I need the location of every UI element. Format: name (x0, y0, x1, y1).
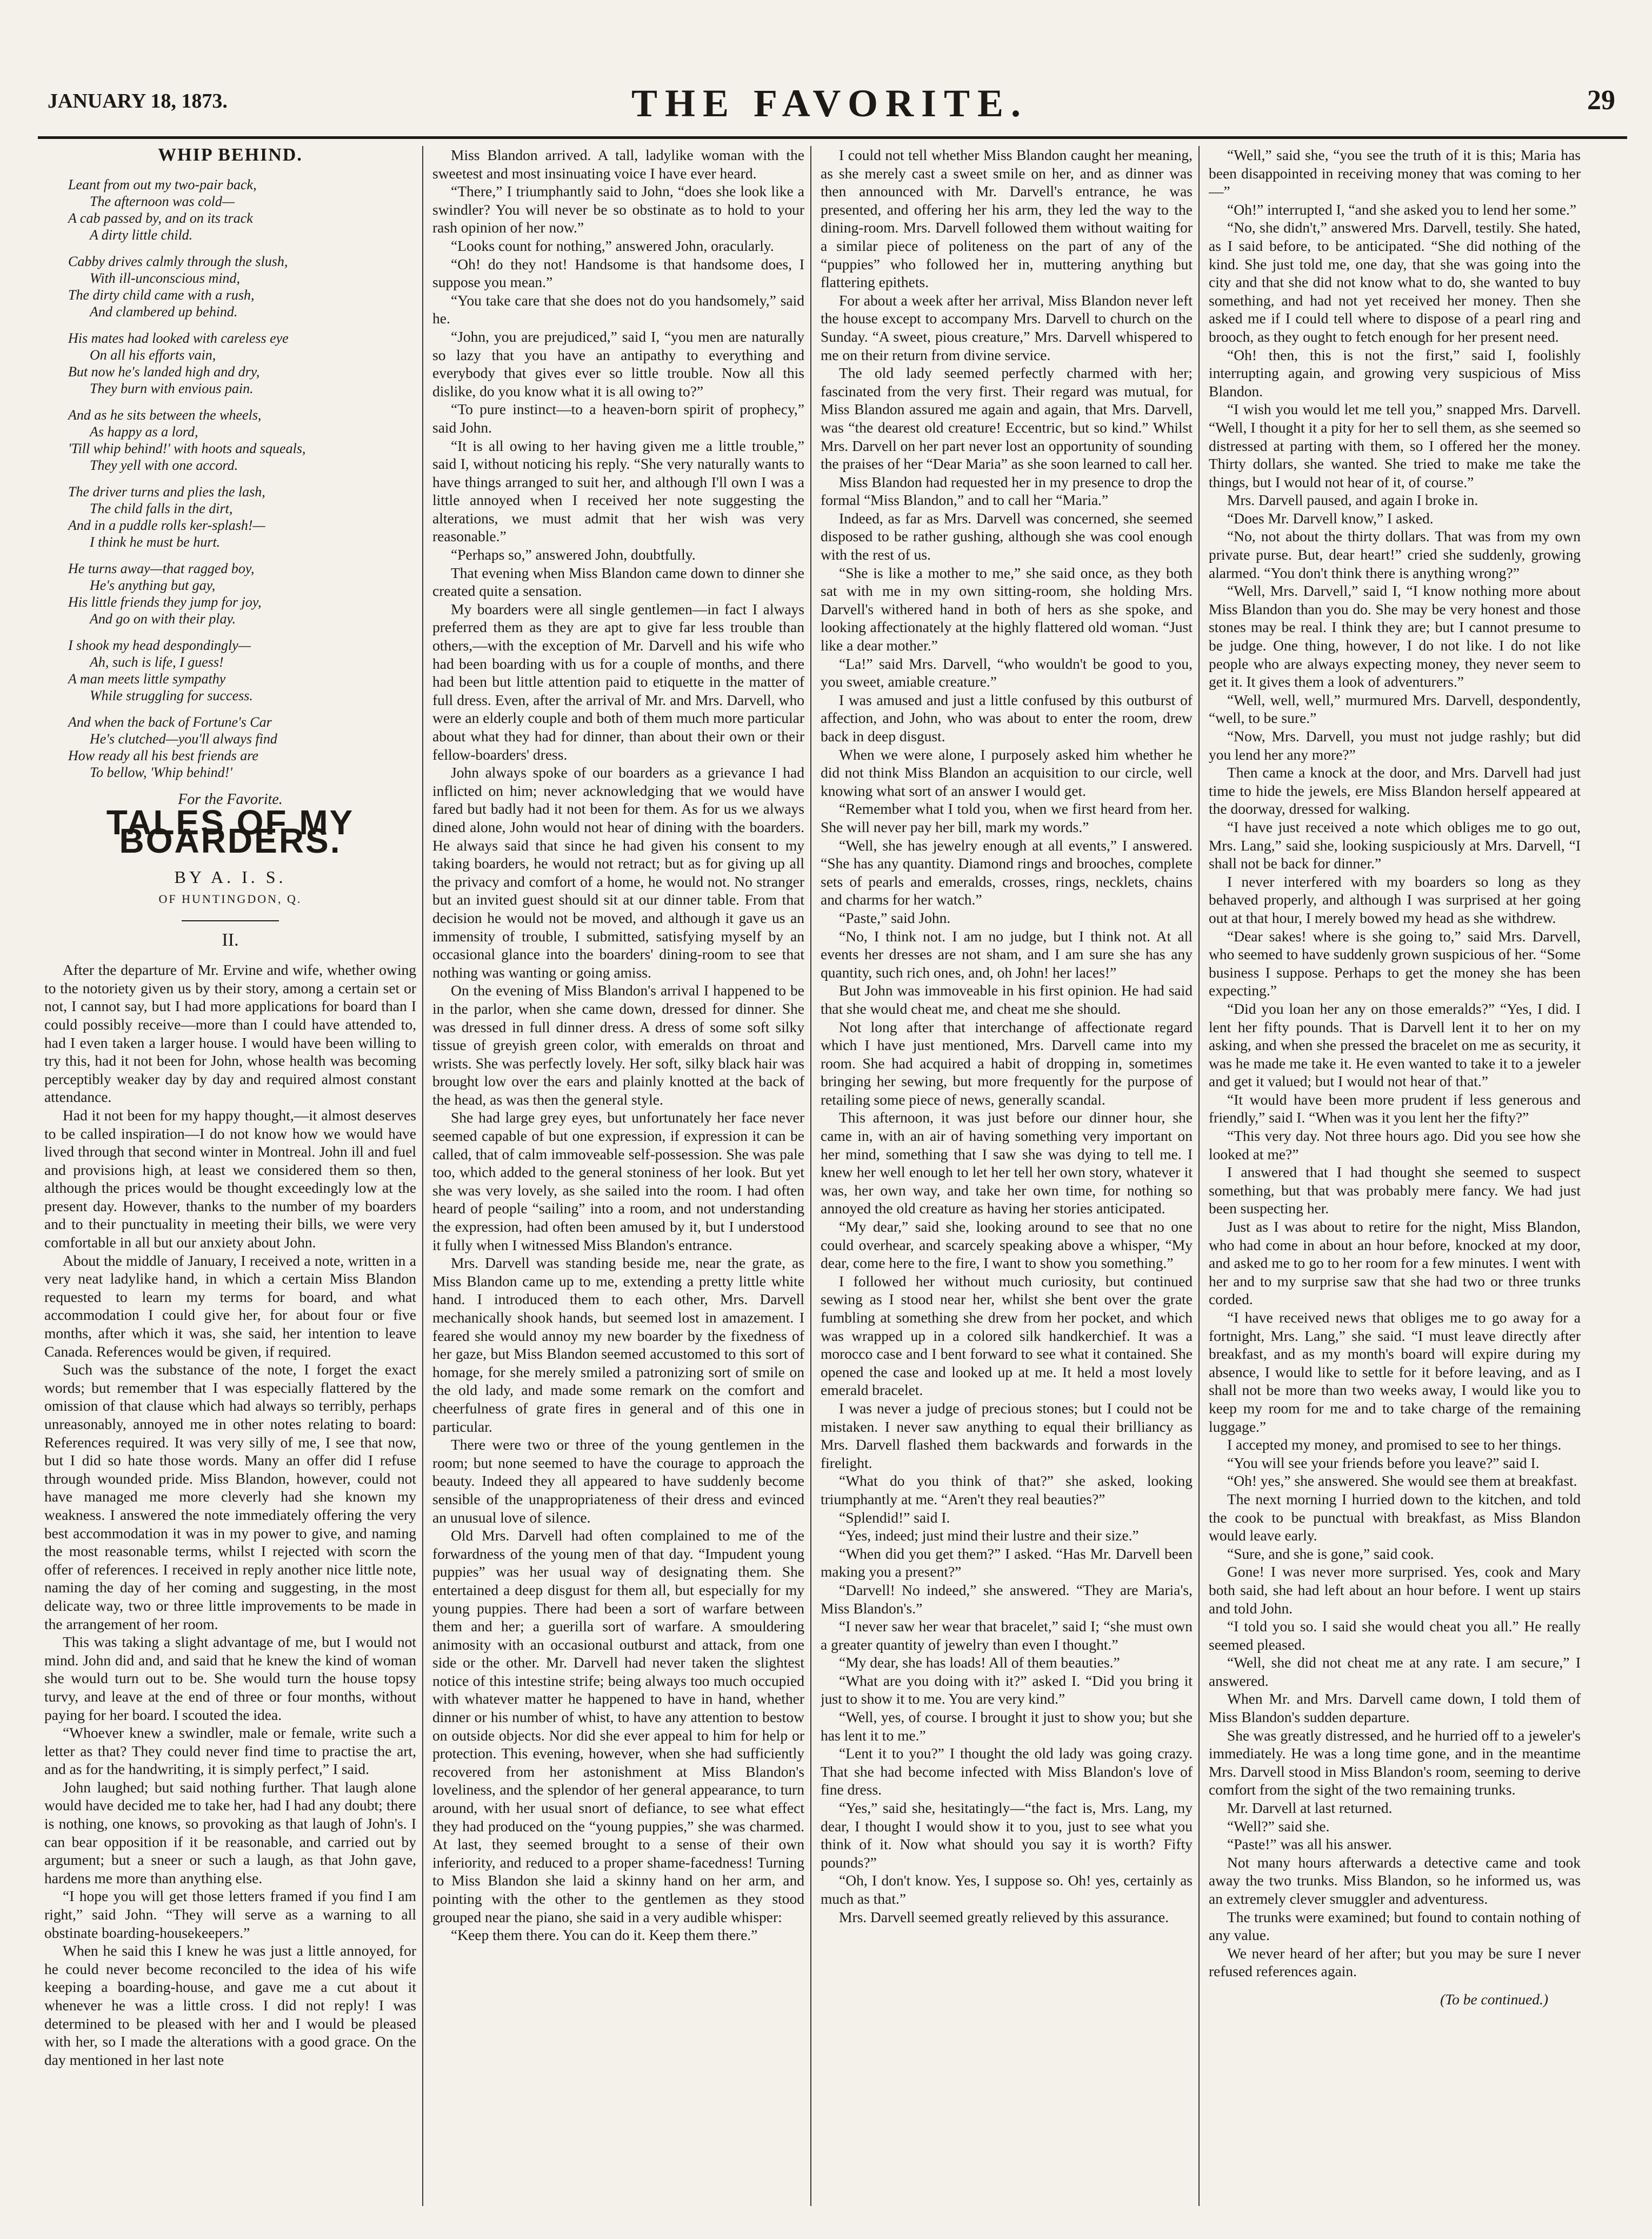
continued-note: (To be continued.) (1440, 1990, 1548, 2008)
story-paragraph: “Well?” said she. (1227, 1817, 1330, 1835)
story-paragraph: When we were alone, I purposely asked him whether he did not think Miss Blandon an acquisition to our circle, well knowing what sort of an answer I would get. (821, 746, 1193, 799)
story-paragraph: The old lady seemed perfectly charmed with her; fascinated from the very first. Their regard was mutual, for Miss Blandon assured me again and again, that Mrs. Darvell, was “the dearest old creature! Eccentric, but so kind.” Whilst Mrs. Darvell on her part never lost an opportunity of sounding the praises of her “Dear Maria” as she soon learned to call her. (821, 364, 1193, 473)
story-paragraph: Miss Blandon arrived. A tall, ladylike woman with the sweetest and most insinuating voice I have ever heard. (432, 147, 804, 182)
poem-stanza (68, 714, 416, 781)
story-paragraph: I answered that I had thought she seemed to suspect something, but that was probably mere fancy. We had just been suspecting her. (1209, 1164, 1581, 1217)
story-paragraph: That evening when Miss Blandon came down to dinner she created quite a sensation. (432, 564, 804, 600)
story-paragraph: This was taking a slight advantage of me, but I would not mind. John did and, and said that he knew the kind of woman she would turn out to be. She would turn the house topsy turvy, and leave at the end of three or four months, without paying for her board. I scouted the idea. (44, 1633, 416, 1723)
story-paragraph: “John, you are prejudiced,” said I, “you men are naturally so lazy that you have an antipathy to everything and everybody that gives ever so little trouble. Now all this dislike, do you know what it is all owing to?” (432, 328, 804, 400)
story-paragraph: I never interfered with my boarders so long as they behaved properly, and although I was surprised at her going out at that hour, I merely bowed my head as she withdrew. (1209, 873, 1581, 926)
poem-line: As happy as a lord, (90, 423, 198, 440)
story-paragraph: This afternoon, it was just before our dinner hour, she came in, with an air of having something very important on her mind, something that I saw she was dying to tell me. I knew her well enough to let her tell her own story, whatever it was, her own way, and take her own time, for nothing so annoyed the old creature as having her stories anticipated. (821, 1109, 1193, 1217)
story-paragraph: “Oh! do they not! Handsome is that handsome does, I suppose you mean.” (432, 255, 804, 291)
story-paragraph: I followed her without much curiosity, but continued sewing as I stood near her, whilst she bent over the grate fumbling at something she drew from her pocket, and which was wrapped up in a colored silk handkerchief. It was a morocco case and I bent forward to see what it contained. She opened the case and looked up at me. It held a most lovely emerald bracelet. (821, 1272, 1193, 1399)
story-paragraph: “Sure, and she is gone,” said cook. (1227, 1545, 1434, 1562)
poem-line: And clambered up behind. (90, 303, 238, 320)
story-paragraph: Not long after that interchange of affectionate regard which I have just mentioned, Mrs. Darvell came into my room. She had acquired a habit of dropping in, sometimes bringing her sewing, but more frequently for the purpose of retailing some piece of news, generally scandal. (821, 1018, 1193, 1108)
story-paragraph: But John was immoveable in his first opinion. He had said that she would cheat me, and cheat me she should. (821, 982, 1193, 1017)
story-paragraph: Just as I was about to retire for the night, Miss Blandon, who had come in about an hour before, knocked at my door, and asked me to go to her room for a few minutes. I went with her and to my surprise saw that she had two or three trunks corded. (1209, 1218, 1581, 1308)
story-paragraph: “Paste,” said John. (839, 909, 951, 926)
story-paragraph: For about a week after her arrival, Miss Blandon never left the house except to accompany Mrs. Darvell to church on the Sunday. “A sweet, pious creature,” Mrs. Darvell whispered to me on their return from divine service. (821, 291, 1193, 363)
poem-stanza (68, 483, 416, 550)
poem-line: A man meets little sympathy (68, 670, 226, 687)
story-paragraph: “Perhaps so,” answered John, doubtfully. (451, 546, 696, 563)
poem-line: The driver turns and plies the lash, (68, 483, 265, 500)
story-paragraph: “It would have been more prudent if less generous and friendly,” said I. “When was it you lent her the fifty?” (1209, 1091, 1581, 1126)
poem-stanza (68, 407, 416, 474)
story-paragraph: John laughed; but said nothing further. That laugh alone would have decided me to take her, had I had any doubt; there is nothing, one knows, so provoking as that laugh of John's. I can bear opposition if it be reasonable, and carried out by argument; but a sneer or such a laugh, as that John gave, hardens me more than anything else. (44, 1778, 416, 1886)
story-paragraph: “Well,” said she, “you see the truth of it is this; Maria has been disappointed in receiving money that was coming to her—” (1209, 147, 1581, 200)
column-divider (1198, 146, 1200, 2206)
poem-line: And go on with their play. (90, 610, 236, 627)
story-paragraph: “What do you think of that?” she asked, looking triumphantly at me. “Aren't they real beauties?” (821, 1472, 1193, 1507)
story-paragraph: We never heard of her after; but you may be sure I never refused references again. (1209, 1944, 1581, 1980)
poem-title: WHIP BEHIND. (158, 146, 303, 165)
story-paragraph: “Oh!” interrupted I, “and she asked you to lend her some.” (1227, 201, 1577, 218)
issue-date: JANUARY 18, 1873. (48, 90, 228, 112)
column-divider (422, 146, 423, 2206)
story-paragraph: Mr. Darvell at last returned. (1227, 1799, 1393, 1817)
poem-line: But now he's landed high and dry, (68, 363, 260, 380)
story-paragraph: “Oh, I don't know. Yes, I suppose so. Oh! yes, certainly as much as that.” (821, 1872, 1193, 1907)
story-paragraph: “This very day. Not three hours ago. Did you see how she looked at me?” (1209, 1127, 1581, 1162)
page-number: 29 (1587, 85, 1615, 116)
chapter-rule (182, 920, 279, 921)
poem-body (44, 176, 416, 781)
story-paragraph: “I told you so. I said she would cheat you all.” He really seemed pleased. (1209, 1618, 1581, 1653)
story-paragraph: Mrs. Darvell paused, and again I broke in. (1227, 491, 1478, 509)
story-paragraph: “My dear,” said she, looking around to see that no one could overhear, and scarcely speaking above a whisper, “My dear, come here to the fire, I want to show you something.” (821, 1218, 1193, 1272)
masthead (22, 16, 1638, 125)
story-paragraph: When Mr. and Mrs. Darvell came down, I told them of Miss Blandon's sudden departure. (1209, 1690, 1581, 1726)
story-paragraph: Gone! I was never more surprised. Yes, cook and Mary both said, she had left about an hour before. I went up stairs and told John. (1209, 1563, 1581, 1617)
story-paragraph: “When did you get them?” I asked. “Has Mr. Darvell been making you a present?” (821, 1545, 1193, 1580)
poem-line: He turns away—that ragged boy, (68, 560, 255, 576)
story-paragraph: “Splendid!” said I. (839, 1509, 950, 1526)
poem-line: His mates had looked with careless eye (68, 330, 289, 346)
poem-line: While struggling for success. (90, 687, 253, 703)
story-paragraph: Then came a knock at the door, and Mrs. Darvell had just time to hide the jewels, ere Miss Blandon herself appeared at the doorway, dressed for walking. (1209, 764, 1581, 818)
story-paragraph: My boarders were all single gentlemen—in fact I always preferred them as they are apt to give far less trouble than others,—with the exception of Mr. Darvell and his wife who had been boarding with us for a couple of months, and there had been but little attention paid to etiquette in the matter of full dress. Even, after the arrival of Mr. and Mrs. Darvell, who were an elderly couple and both of them much more particular about what they had for dinner, than about their own or their fellow-boarders' dress. (432, 600, 804, 763)
story-paragraph: “What are you doing with it?” asked I. “Did you bring it just to show it to me. You are very kind.” (821, 1672, 1193, 1708)
story-paragraph: On the evening of Miss Blandon's arrival I happened to be in the parlor, when she came down, dressed for dinner. She was dressed in full dinner dress. A dress of some soft silky tissue of greyish green color, with emeralds on throat and wrists. She was perfectly lovely. Her soft, silky black hair was brought low over the ears and plainly knotted at the back of the head, as was then the general style. (432, 982, 804, 1108)
story-paragraph: “She is like a mother to me,” she said once, as they both sat with me in my own sitting-room, she holding Mrs. Darvell's withered hand in both of hers as she spoke, and looking affectionately at the highly flattered old woman. “Just like a dear mother.” (821, 564, 1193, 654)
story-paragraph: Not many hours afterwards a detective came and took away the two trunks. Miss Blandon, so he informed us, was an extremely clever smuggler and adventuress. (1209, 1853, 1581, 1907)
story-paragraph: “I never saw her wear that bracelet,” said I; “she must own a greater quantity of jewelry than even I thought.” (821, 1618, 1193, 1653)
poem-line: The child falls in the dirt, (90, 500, 233, 516)
column-4 (1209, 146, 1581, 2217)
story-paragraph: “Yes,” said she, hesitatingly—“the fact is, Mrs. Lang, my dear, I thought I would show it to you, just to see what you think of it. Now what should you say it is worth? Fifty pounds?” (821, 1799, 1193, 1871)
column-2 (432, 146, 804, 2217)
poem-stanza (68, 176, 416, 243)
story-paragraph: “There,” I triumphantly said to John, “does she look like a swindler? You will never be so obstinate as to hold to your rash opinion of her now.” (432, 183, 804, 236)
story-paragraph: “Remember what I told you, when we first heard from her. She will never pay her bill, mark my words.” (821, 800, 1193, 835)
poem-line: A dirty little child. (90, 227, 193, 243)
story-paragraph: “Well, Mrs. Darvell,” said I, “I know nothing more about Miss Blandon than you do. She may be very honest and those stones may be real. I think they are; but I cannot presume to be judge. One thing, however, I do not like. I do not like people who are always expecting money, they never seem to get it. It gives them a look of adventurers.” (1209, 582, 1581, 690)
story-credit: For the Favorite. (178, 790, 283, 808)
story-paragraph: Miss Blandon had requested her in my presence to drop the formal “Miss Blandon,” and to call her “Maria.” (821, 473, 1193, 509)
poem-line: He's clutched—you'll always find (90, 730, 277, 747)
story-paragraph: “I have received news that obliges me to go away for a fortnight, Mrs. Lang,” she said. “I must leave directly after breakfast, and as my month's board will expire during my absence, I would like to settle for it before leaving, and as I shall not be more than two weeks away, I would like you to keep my room for me and to take charge of the remaining luggage.” (1209, 1309, 1581, 1435)
story-paragraph: Mrs. Darvell was standing beside me, near the grate, as Miss Blandon came up to me, extending a pretty little white hand. I introduced them to each other, Mrs. Darvell mechanically shook hands, but seemed lost in amazement. I feared she would annoy my new boarder by the fixedness of her gaze, but Miss Blandon seemed accustomed to this sort of homage, for she merely smiled a patronizing sort of smile on the old lady, and made some remark on the comfort and cheerfulness of grate fires in general and of this one in particular. (432, 1254, 804, 1435)
story-paragraph: “To pure instinct—to a heaven-born spirit of prophecy,” said John. (432, 401, 804, 436)
story-paragraph: “Looks count for nothing,” answered John, oracularly. (451, 237, 774, 254)
column-1-text (44, 961, 416, 2069)
story-paragraph: She had large grey eyes, but unfortunately her face never seemed capable of but one expression, if expression it can be called, that of calm immoveable self-possession. She was pale too, which added to the general stoniness of her look. But yet she was very lovely, as she sailed into the room. I had often heard of people “sailing” into a room, and not understanding the expression, had often been amused by it, but I understood it fully when I witnessed Miss Blandon's entrance. (432, 1109, 804, 1253)
poem-line: He's anything but gay, (90, 577, 216, 593)
story-paragraph: I could not tell whether Miss Blandon caught her meaning, as she merely cast a sweet smile on her, and as dinner was then announced with Mr. Darvell's entrance, he was presented, and offering her his arm, they led the way to the dining-room. Mrs. Darvell followed them without waiting for a similar piece of politeness on the part of any of the “puppies” who followed her in, muttering anything but flattering epithets. (821, 147, 1193, 291)
story-paragraph: John always spoke of our boarders as a grievance I had inflicted on him; never acknowledging that we would have fared but badly had it not been for them. As for us we always dined alone, John would not hear of dining with the boarders. He always said that since he had given his consent to my taking boarders, he would not retract; but as for giving up all the privacy and comfort of a home, he would not. No stranger but an invited guest should sit at our dinner table. From that decision he would not be moved, and although it gave us an immensity of trouble, I submitted, satisfying myself by an occasional glance into the boarders' dining-room to see that nothing was wanting or going amiss. (432, 764, 804, 981)
column-3 (821, 146, 1193, 2217)
newspaper-page (22, 16, 1638, 2222)
story-paragraph: Such was the substance of the note, I forget the exact words; but remember that I was especially flattered by the omission of that clause which had always so terribly, perhaps unreasonably, annoyed me in other notes relating to board: References required. It was very silly of me, I see that now, but I did so hate those words. Many an offer did I refuse through wounded pride. Miss Blandon, however, could not have managed me more cleverly had she known my weakness. I answered the note immediately offering the very best accommodation it was in my power to give, and naming the most reasonable terms, whilst I rejected with scorn the offer of references. I received in reply another nice little note, naming the day of her coming and suggesting, in the most delicate way, two or three little improvements to be made in the arrangement of her room. (44, 1361, 416, 1632)
poem-line: To bellow, 'Whip behind!' (90, 764, 232, 780)
column-1 (44, 146, 416, 2217)
poem-line: Cabby drives calmly through the slush, (68, 253, 288, 269)
column-3-text (821, 146, 1193, 1926)
story-paragraph: “Well, yes, of course. I brought it just to show you; but she has lent it to me.” (821, 1709, 1193, 1744)
story-paragraph: She was greatly distressed, and he hurried off to a jeweler's immediately. He was a long time gone, and in the meantime Mrs. Darvell stood in Miss Blandon's room, seeming to derive comfort from the sight of the two remaining trunks. (1209, 1726, 1581, 1798)
poem-line: His little friends they jump for joy, (68, 594, 262, 610)
poem-line: And as he sits between the wheels, (68, 407, 262, 423)
story-paragraph: The trunks were examined; but found to contain nothing of any value. (1209, 1908, 1581, 1944)
poem-line: And in a puddle rolls ker-splash!— (68, 517, 265, 533)
poem-line: The afternoon was cold— (90, 193, 235, 209)
story-paragraph: “Well, she has jewelry enough at all events,” I answered. “She has any quantity. Diamond rings and brooches, complete sets of pearls and emeralds, crosses, rings, necklets, chains and charms for her watch.” (821, 836, 1193, 908)
chapter-number: II. (222, 929, 239, 950)
story-paragraph: “Darvell! No indeed,” she answered. “They are Maria's, Miss Blandon's.” (821, 1581, 1193, 1617)
story-paragraph: “Now, Mrs. Darvell, you must not judge rashly; but did you lend her any more?” (1209, 728, 1581, 763)
story-paragraph: “No, she didn't,” answered Mrs. Darvell, testily. She hated, as I said before, to be anticipated. “She did nothing of the kind. She just told me, one day, that she was going into the city and that she did not know what to do, she wanted to buy something, and had not yet received her money. Then she asked me if I could tell where to dispose of a pearl ring and brooch, as they ought to fetch enough for her present need. (1209, 219, 1581, 345)
column-2-text (432, 146, 804, 1944)
poem-line: 'Till whip behind!' with hoots and squeals, (68, 440, 306, 456)
poem-line: I shook my head despondingly— (68, 637, 251, 653)
poem-line: With ill-unconscious mind, (90, 270, 241, 286)
poem-line: Ah, such is life, I guess! (90, 654, 224, 670)
story-paragraph: “You will see your friends before you leave?” said I. (1227, 1454, 1540, 1471)
masthead-rule (38, 136, 1627, 139)
column-4-text (1209, 146, 1581, 1981)
story-paragraph: “Well, she did not cheat me at any rate. I am secure,” I answered. (1209, 1654, 1581, 1689)
poem-stanza (68, 330, 416, 397)
poem-line: The dirty child came with a rush, (68, 287, 255, 303)
story-paragraph: Had it not been for my happy thought,—it almost deserves to be called inspiration—I do not know how we would have lived through that second winter in Montreal. John ill and fuel and provisions high, at least we considered them so then, although the prices would be thought exceedingly low at the present day. However, thanks to the number of my boarders and to their punctuality in meeting their bills, we were very comfortable in all but our anxiety about John. (44, 1106, 416, 1251)
poem-line: And when the back of Fortune's Car (68, 714, 272, 730)
story-paragraph: Mrs. Darvell seemed greatly relieved by this assurance. (839, 1908, 1169, 1925)
story-paragraph: Old Mrs. Darvell had often complained to me of the forwardness of the young men of that day. “Impudent young puppies” was her usual way of designating them. She entertained a deep disgust for them all, but especially for my young puppies. There had been a sort of warfare between them and her; a guerilla sort of warfare. A smouldering animosity with an occasional outburst and attack, from one side or the other. Mr. Darvell had never taken the slightest notice of this intestine strife; being always too much occupied with whatever matter he happened to have in hand, whether dinner or his number of whist, to have any attention to bestow on outside objects. Nor did she ever appeal to him for help or protection. This evening, however, when she had sufficiently recovered from her astonishment at Miss Blandon's loveliness, and the splendor of her general appearance, to turn around, with her usual snort of defiance, to see what effect they had produced on the “young puppies,” she was charmed. At last, they seemed brought to a sense of their own inferiority, and reduced to a proper shame-facedness! Turning to Miss Blandon she laid a skinny hand on her arm, and pointing with the other to the gentlemen as they stood grouped near the piano, she said in a very audible whisper: (432, 1527, 804, 1925)
story-paragraph: After the departure of Mr. Ervine and wife, whether owing to the notoriety given us by their story, among a certain set or not, I cannot say, but I had more applications for board than I could possibly receive—more than I could have attended to, had I even taken a larger house. I would have been willing to try this, had it not been for John, whose health was becoming perceptibly weaker day by day and required almost constant attendance. (44, 961, 416, 1106)
poem-line: A cab passed by, and on its track (68, 210, 253, 226)
story-paragraph: “Oh! yes,” she answered. She would see them at breakfast. (1227, 1472, 1577, 1490)
story-place: OF HUNTINGDON, Q. (158, 892, 302, 906)
story-paragraph: “Well, well, well,” murmured Mrs. Darvell, despondently, “well, to be sure.” (1209, 691, 1581, 727)
newspaper-title: THE FAVORITE. (631, 82, 1029, 125)
story-paragraph: “It is all owing to her having given me a little trouble,” said I, without noticing his reply. “She very naturally wants to have things arranged to suit her, and although I'll own I was a little annoyed when I received her note suggesting the alterations, we must admit that her wish was very reasonable.” (432, 437, 804, 545)
story-paragraph: Indeed, as far as Mrs. Darvell was concerned, she seemed disposed to be rather gushing, although she was cool enough with the rest of us. (821, 509, 1193, 563)
poem-stanza (68, 253, 416, 320)
story-paragraph: About the middle of January, I received a note, written in a very neat ladylike hand, in which a certain Miss Blandon requested to learn my terms for board, and what accommodation I could give her, for about four or five months, after which it was, she said, her intention to leave Canada. References would be given, if required. (44, 1252, 416, 1360)
poem-line: I think he must be hurt. (90, 534, 221, 550)
story-paragraph: “Lent it to you?” I thought the old lady was going crazy. That she had become infected with Miss Blandon's love of fine dress. (821, 1745, 1193, 1798)
poem-line: They yell with one accord. (90, 457, 238, 473)
poem-line: On all his efforts vain, (90, 347, 216, 363)
story-byline: BY A. I. S. (174, 867, 287, 887)
story-paragraph: “No, I think not. I am no judge, but I think not. At all events her dresses are not sham, and I am sure she has any quantity, such rich ones, and, oh John! her laces!” (821, 927, 1193, 981)
story-paragraph: “Did you loan her any on those emeralds?” “Yes, I did. I lent her fifty pounds. That is Darvell lent it to her on my asking, and when she pressed the bracelet on me as security, it was he made me take it. He even wanted to take it to a jeweler and get it valued; but I would not hear of that.” (1209, 1000, 1581, 1090)
story-paragraph: “You take care that she does not do you handsomely,” said he. (432, 291, 804, 327)
story-paragraph: There were two or three of the young gentlemen in the room; but none seemed to have the courage to approach the beauty. Indeed they all appeared to have suddenly become sensible of the unappropriateness of their dress and evinced an unusual love of silence. (432, 1436, 804, 1526)
story-paragraph: “My dear, she has loads! All of them beauties.” (839, 1654, 1120, 1671)
story-paragraph: “Oh! then, this is not the first,” said I, foolishly interrupting again, and growing very suspicious of Miss Blandon. (1209, 346, 1581, 400)
story-paragraph: “Paste!” was all his answer. (1227, 1836, 1392, 1853)
poem-line: How ready all his best friends are (68, 747, 258, 763)
story-paragraph: “No, not about the thirty dollars. That was from my own private purse. But, dear heart!” cried she suddenly, growing alarmed. “You don't think there is anything wrong?” (1209, 528, 1581, 581)
poem-line: They burn with envious pain. (90, 380, 254, 396)
poem-stanza (68, 560, 416, 627)
story-paragraph: I was never a judge of precious stones; but I could not be mistaken. I never saw anything to equal their brilliancy as Mrs. Darvell flashed them backwards and forwards in the firelight. (821, 1399, 1193, 1471)
story-paragraph: When he said this I knew he was just a little annoyed, for he could never become reconciled to the idea of his wife keeping a boarding-house, and gave me a cut about it whenever he was a little cross. I did not reply! I was determined to be pleased with her and I would be pleased with her, so I made the alterations with a good grace. On the day mentioned in her last note (44, 1942, 416, 2068)
column-divider (810, 146, 811, 2206)
story-paragraph: “Yes, indeed; just mind their lustre and their size.” (839, 1527, 1139, 1544)
story-title: TALES OF MY BOARDERS. (106, 803, 355, 860)
story-paragraph: “Keep them there. You can do it. Keep them there.” (451, 1926, 758, 1944)
poem-stanza (68, 637, 416, 704)
story-paragraph: “Whoever knew a swindler, male or female, write such a letter as that? They could never find time to practise the art, and as for the handwriting, it is simply perfect,” I said. (44, 1724, 416, 1778)
story-paragraph: “I hope you will get those letters framed if you find I am right,” said John. “They will serve as a warning to all obstinate boarding-housekeepers.” (44, 1888, 416, 1941)
story-paragraph: “Dear sakes! where is she going to,” said Mrs. Darvell, who seemed to have suddenly grown suspicious of her. “Some business I suppose. Perhaps to get the money she has been expecting.” (1209, 927, 1581, 999)
story-paragraph: “La!” said Mrs. Darvell, “who wouldn't be good to you, you sweet, amiable creature.” (821, 655, 1193, 690)
story-paragraph: I was amused and just a little confused by this outburst of affection, and John, who was about to enter the room, drew back in deep disgust. (821, 691, 1193, 745)
poem-line: Leant from out my two-pair back, (68, 176, 257, 192)
story-paragraph: The next morning I hurried down to the kitchen, and told the cook to be punctual with breakfast, as Miss Blandon would leave early. (1209, 1490, 1581, 1544)
story-paragraph: “I wish you would let me tell you,” snapped Mrs. Darvell. “Well, I thought it a pity for her to sell them, as she seemed so distressed at parting with them, so I offered her the money. Thirty dollars, she wanted. She tried to make me take the things, but I would not hear of it, of course.” (1209, 401, 1581, 490)
story-paragraph: “I have just received a note which obliges me to go out, Mrs. Lang,” said she, looking suspiciously at Mrs. Darvell, “I shall not be back for dinner.” (1209, 818, 1581, 872)
story-paragraph: “Does Mr. Darvell know,” I asked. (1227, 509, 1434, 527)
story-paragraph: I accepted my money, and promised to see to her things. (1227, 1436, 1562, 1453)
